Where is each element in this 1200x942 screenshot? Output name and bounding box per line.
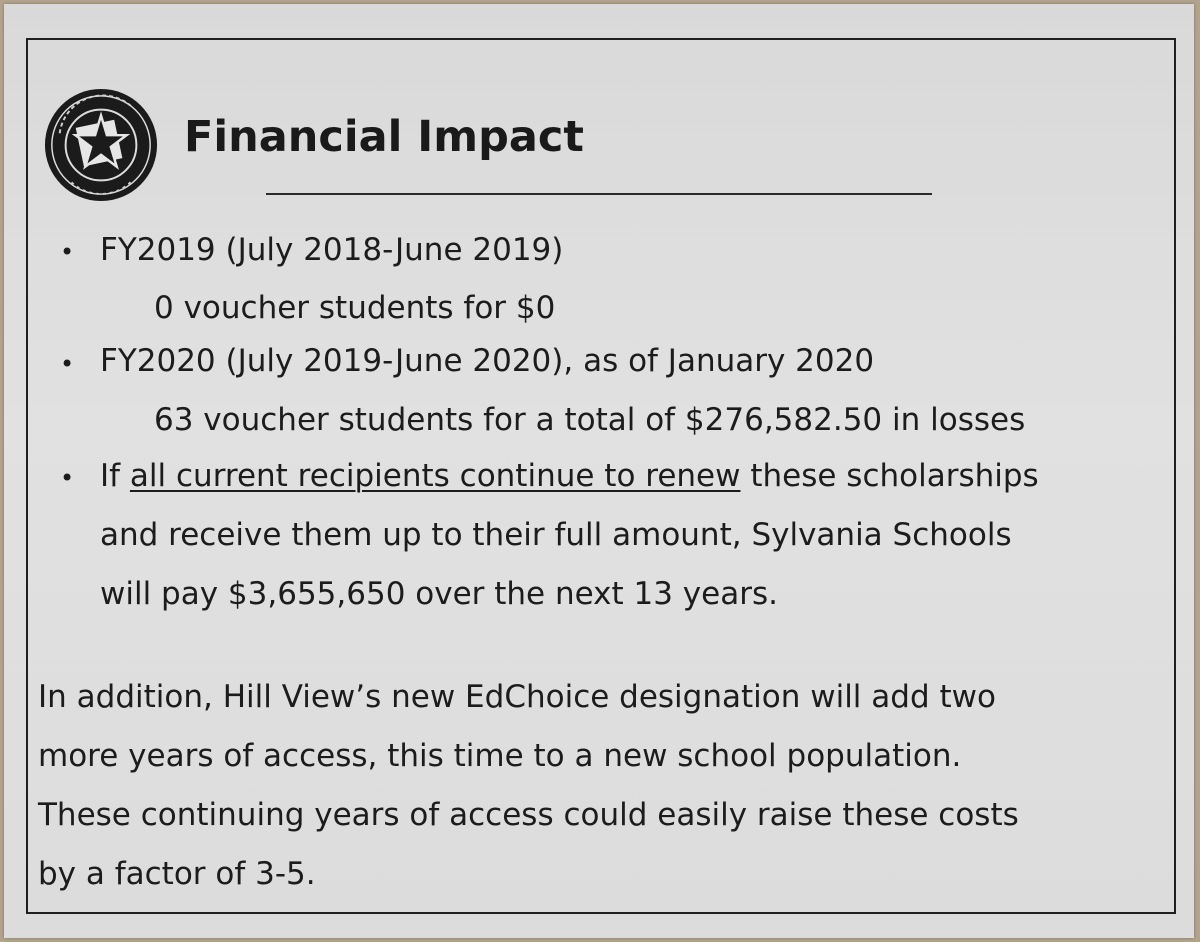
paragraph-line-2: more years of access, this time to a new school population. [38, 738, 962, 774]
bullet-fy2020-heading: FY2020 (July 2019-June 2020), as of January 2020 [100, 343, 875, 379]
projection-text-post: these scholarships [740, 458, 1039, 494]
paragraph-line-4: by a factor of 3-5. [38, 856, 316, 892]
bullet-marker: • [60, 464, 75, 492]
bullet-projection-line-2: and receive them up to their full amount, Sylvania Schools [100, 517, 1012, 553]
paragraph-line-1: In addition, Hill View’s new EdChoice designation will add two [38, 679, 996, 715]
page-title: Financial Impact [184, 112, 584, 162]
projection-text-pre: If [100, 458, 130, 494]
bullet-projection-line-3: will pay $3,655,650 over the next 13 years. [100, 576, 778, 612]
paper-sheet [4, 4, 1194, 938]
projection-underlined-text: all current recipients continue to renew [129, 458, 741, 494]
bullet-fy2020-detail: 63 voucher students for a total of $276,582.50 in losses [154, 402, 1026, 438]
document-frame [26, 38, 1176, 914]
title-underline-rule [266, 193, 932, 195]
bullet-projection-line-1 [100, 458, 1039, 494]
paragraph-line-3: These continuing years of access could easily raise these costs [38, 797, 1019, 833]
bullet-marker: • [60, 238, 75, 266]
bullet-marker: • [60, 350, 75, 378]
bullet-fy2019-heading: FY2019 (July 2018-June 2019) [100, 232, 564, 268]
sylvania-schools-seal-icon [42, 86, 160, 204]
bullet-fy2019-detail: 0 voucher students for $0 [154, 290, 556, 326]
